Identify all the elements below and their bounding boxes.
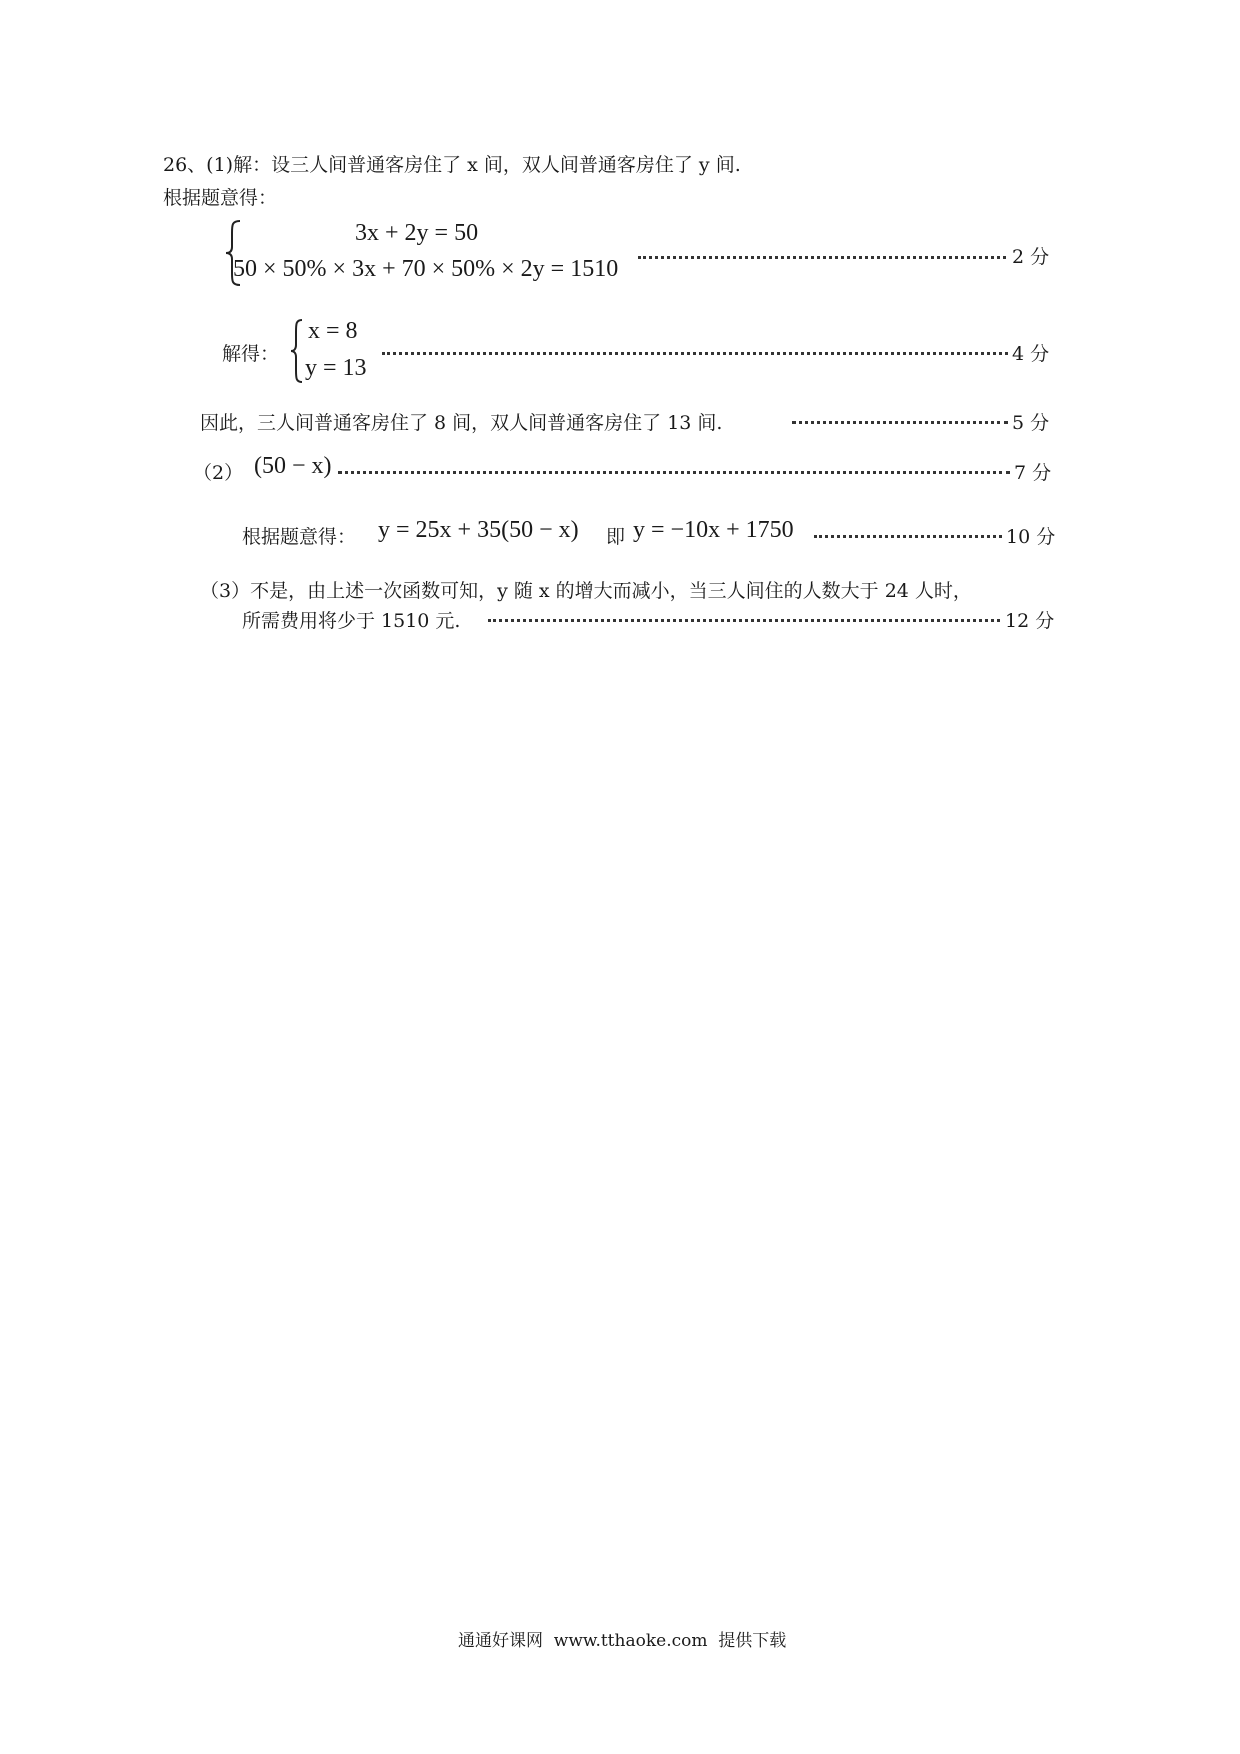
problem-setup-label: 根据题意得： (163, 187, 278, 209)
system-equation-2: 50 × 50% × 3x + 70 × 50% × 2y = 1510 (233, 256, 619, 282)
part3-line-1: （3）不是，由上述一次函数可知，y 随 x 的增大而减小，当三人间住的人数大于 24 人时， (200, 580, 972, 602)
system-equation-1: 3x + 2y = 50 (355, 220, 479, 246)
score-mark: 10 分 (1006, 526, 1056, 548)
solve-brace (289, 318, 305, 384)
score-mark: 12 分 (1005, 610, 1055, 632)
score-mark: 7 分 (1014, 462, 1052, 484)
score-leader-dots (338, 471, 1010, 474)
score-mark: 2 分 (1012, 246, 1050, 268)
score-mark: 5 分 (1012, 412, 1050, 434)
solve-label: 解得： (222, 343, 280, 365)
part2-expression: (50 − x) (254, 453, 332, 479)
score-leader-dots (638, 256, 1006, 259)
part2-equivalent-label: 即 (606, 526, 626, 548)
score-leader-dots (488, 619, 1000, 622)
score-leader-dots (792, 421, 1008, 424)
part2-function: y = 25x + 35(50 − x) (378, 517, 579, 543)
score-mark: 4 分 (1012, 343, 1050, 365)
part2-simplified-function: y = −10x + 1750 (633, 517, 794, 543)
part3-line-2: 所需费用将少于 1510 元. (242, 610, 461, 632)
footer-text: 通通好课网 www.tthaoke.com 提供下载 (458, 1631, 787, 1651)
problem-intro: 26、(1)解：设三人间普通客房住了 x 间，双人间普通客房住了 y 间. (163, 154, 741, 176)
score-leader-dots (814, 535, 1002, 538)
conclusion-text: 因此，三人间普通客房住了 8 间，双人间普通客房住了 13 间. (200, 412, 723, 434)
solve-equation-y: y = 13 (305, 355, 367, 381)
part2-label: （2） (193, 462, 244, 484)
part2-setup-label: 根据题意得： (242, 526, 357, 548)
score-leader-dots (382, 352, 1008, 355)
solve-equation-x: x = 8 (308, 318, 358, 344)
